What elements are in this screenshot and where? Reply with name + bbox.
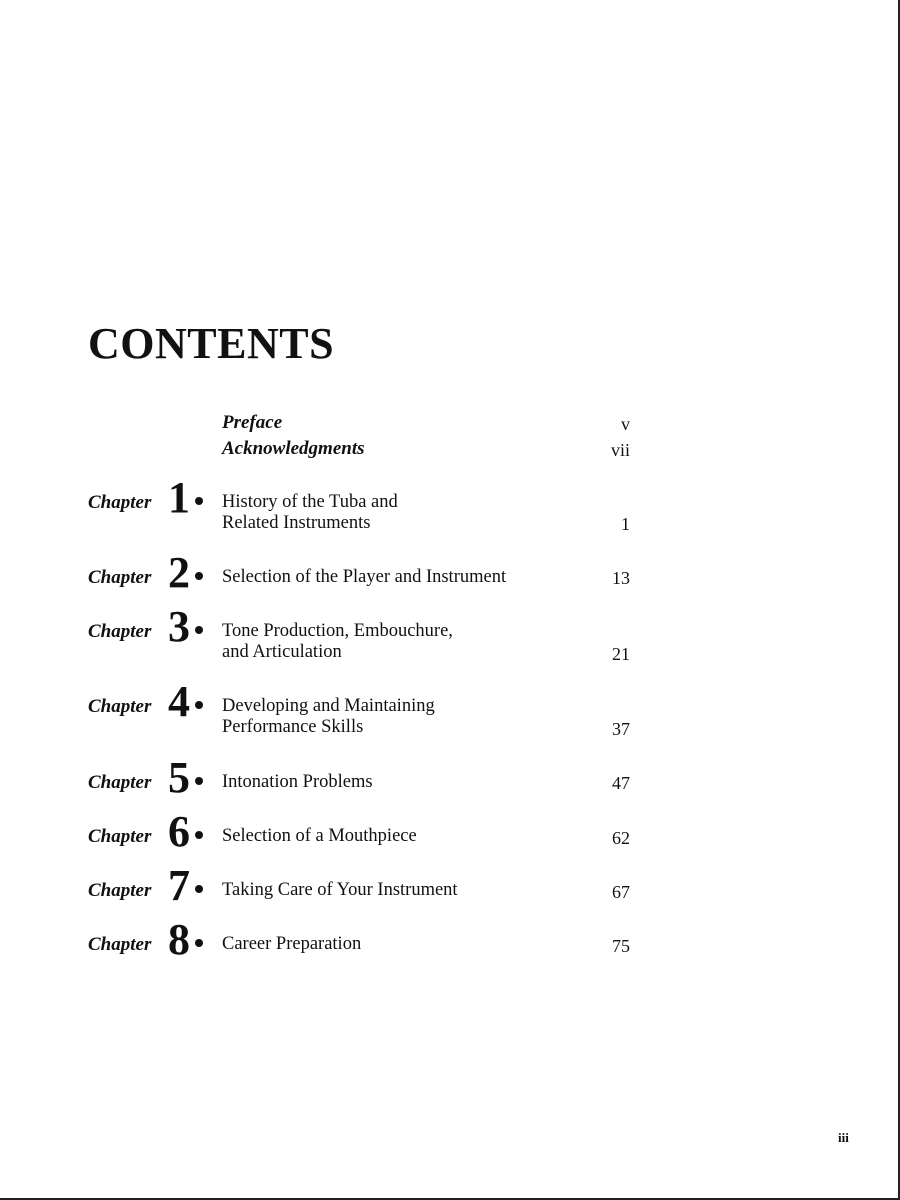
chapter-number: 3 [168, 602, 190, 651]
chapter-bullet [195, 885, 203, 893]
chapter-word: Chapter [88, 826, 152, 847]
chapter-number: 6 [168, 807, 190, 856]
chapter-title-line1: Tone Production, Embouchure, [222, 621, 453, 641]
chapter-bullet [195, 777, 203, 785]
page-title: CONTENTS [88, 319, 335, 368]
chapter-title-line1: Selection of a Mouthpiece [222, 826, 417, 846]
chapter-word: Chapter [88, 696, 152, 717]
chapter-number: 2 [168, 548, 190, 597]
toc-page-chapter-1: 1 [621, 514, 630, 534]
toc-page-chapter-5: 47 [612, 773, 630, 793]
toc-page-chapter-2: 13 [612, 568, 630, 588]
chapter-number: 4 [168, 677, 190, 726]
chapter-number: 7 [168, 861, 190, 910]
chapter-bullet [195, 701, 203, 709]
toc-page-chapter-7: 67 [612, 882, 630, 902]
chapter-number: 8 [168, 915, 190, 964]
chapter-title-line1: Intonation Problems [222, 772, 373, 792]
chapter-word: Chapter [88, 772, 152, 793]
toc-page-chapter-3: 21 [612, 644, 630, 664]
toc-page-chapter-8: 75 [612, 936, 630, 956]
chapter-word: Chapter [88, 621, 152, 642]
chapter-title-line1: Career Preparation [222, 934, 362, 954]
chapter-bullet [195, 939, 203, 947]
chapter-title-line1: Taking Care of Your Instrument [222, 880, 458, 900]
chapter-title-line2: Related Instruments [222, 513, 371, 533]
chapter-number: 5 [168, 753, 190, 802]
toc-page-chapter-4: 37 [612, 719, 630, 739]
chapter-word: Chapter [88, 934, 152, 955]
chapter-title-line1: Developing and Maintaining [222, 696, 435, 716]
toc-page-acknowledgments: vii [610, 440, 630, 460]
chapter-title-line2: and Articulation [222, 642, 342, 662]
chapter-bullet [195, 497, 203, 505]
chapter-title-line1: History of the Tuba and [222, 492, 398, 512]
chapter-title-line1: Selection of the Player and Instrument [222, 567, 507, 587]
toc-entry-acknowledgments: Acknowledgments [222, 438, 365, 459]
toc-page-preface: v [621, 414, 630, 434]
toc-page-chapter-6: 62 [612, 828, 630, 848]
chapter-word: Chapter [88, 880, 152, 901]
chapter-number: 1 [168, 473, 190, 522]
chapter-title-line2: Performance Skills [222, 717, 364, 737]
page-folio: iii [838, 1130, 849, 1145]
chapter-bullet [195, 572, 203, 580]
chapter-bullet [195, 831, 203, 839]
chapter-word: Chapter [88, 492, 152, 513]
chapter-word: Chapter [88, 567, 152, 588]
toc-entry-preface: Preface [222, 412, 283, 433]
chapter-bullet [195, 626, 203, 634]
